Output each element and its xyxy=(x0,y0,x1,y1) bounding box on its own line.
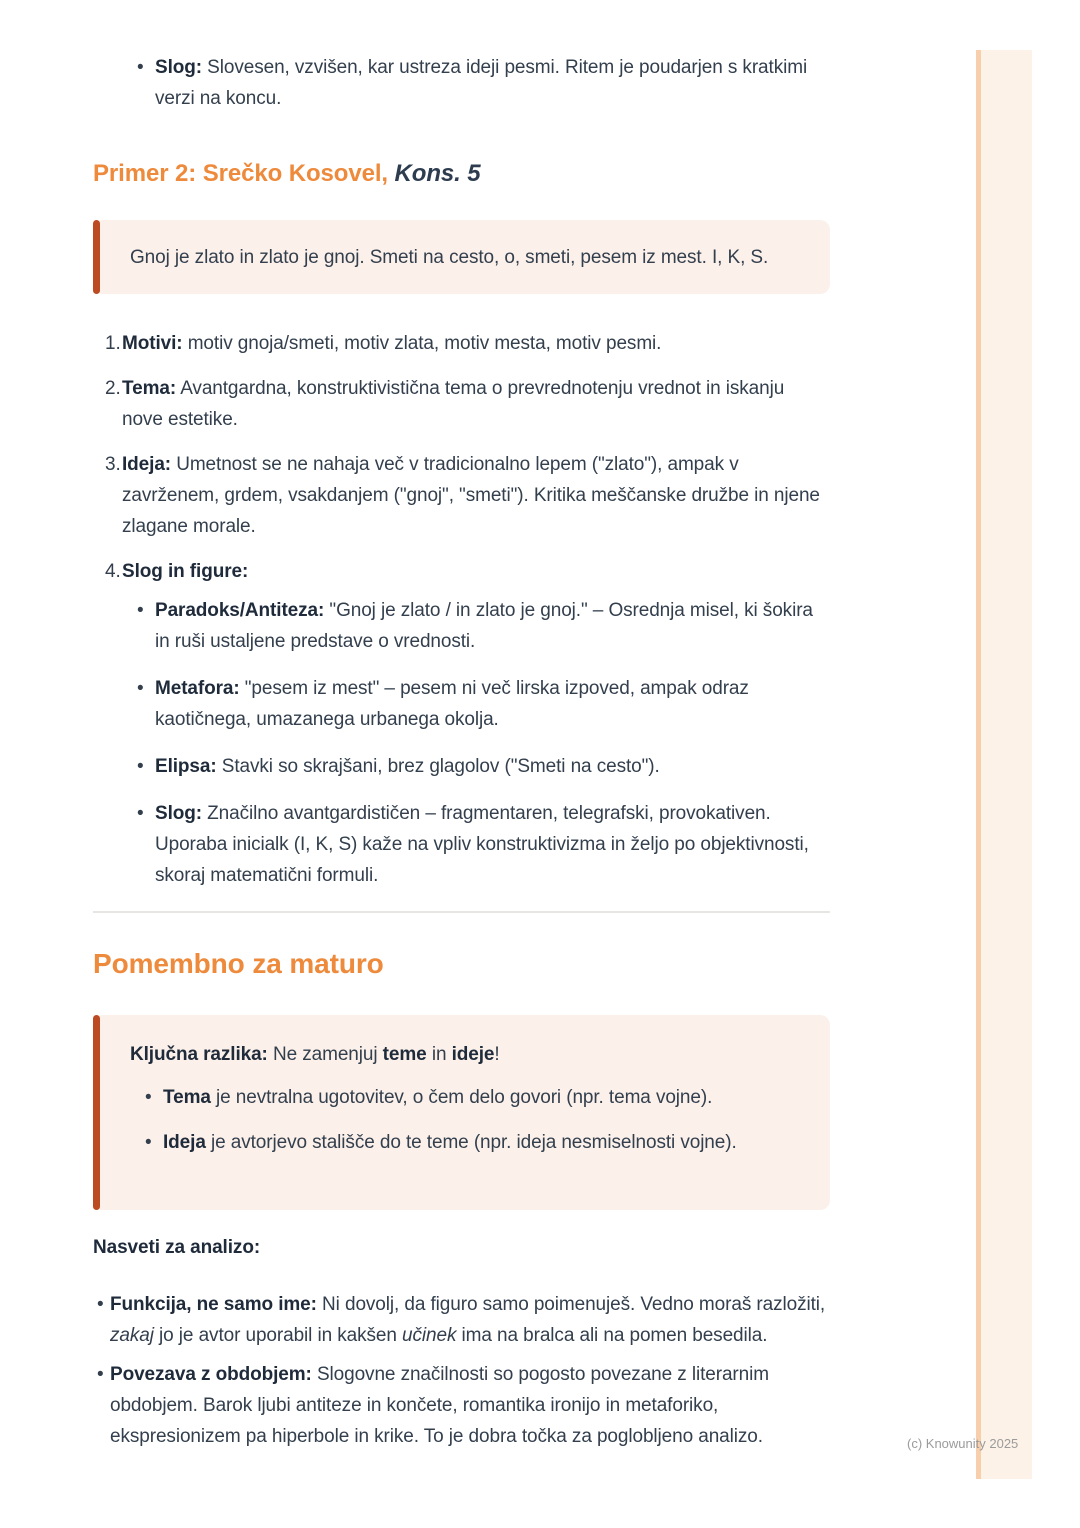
bullet-icon: • xyxy=(97,1364,104,1385)
bullet-icon: • xyxy=(145,1087,152,1108)
sub-item-text: Elipsa: Stavki so skrajšani, brez glagolov ("Smeti na cesto"). xyxy=(155,756,660,777)
key-difference-title: Ključna razlika: Ne zamenjuj teme in ideje! xyxy=(130,1044,500,1065)
page-edge-band-border xyxy=(976,50,981,1479)
sub-item-text: Paradoks/Antiteza: "Gnoj je zlato / in zlato je gnoj." – Osrednja misel, ki šokira in ruši ustaljene predstave o vrednosti. xyxy=(155,600,813,652)
item-text xyxy=(122,556,830,891)
section-heading-primer2 xyxy=(93,158,830,190)
sub-item-elipsa xyxy=(122,751,830,782)
item-text: Tema: Avantgardna, konstruktivistična tema o prevrednotenju vrednot in iskanju nove estetike. xyxy=(122,378,785,430)
item-text: Ideja: Umetnost se ne nahaja več v tradicionalno lepem ("zlato"), ampak v zavrženem, grdem, vsakdanjem ("gnoj", "smeti"). Kritika meščanske družbe in njene zlagane morale. xyxy=(122,454,820,537)
key-difference-box xyxy=(93,1015,830,1210)
list-item-text: Funkcija, ne samo ime: Ni dovolj, da figuro samo poimenuješ. Vedno moraš razložiti, zakaj jo je avtor uporabil in kakšen učinek ima na bralca ali na pomen besedila. xyxy=(110,1294,826,1346)
bullet-icon: • xyxy=(145,1132,152,1153)
sub-item-text: Slog: Značilno avantgardističen – fragmentaren, telegrafski, provokativen. Uporaba inicialk (I, K, S) kaže na vpliv konstruktivizma in željo po objektivnosti, skoraj matematični formuli. xyxy=(155,803,809,886)
advice-item-povezava xyxy=(93,1359,830,1452)
heading-italic-part: Kons. 5 xyxy=(387,160,481,187)
item-number: 3. xyxy=(105,454,121,475)
key-difference-bullet-list xyxy=(130,1082,800,1158)
figures-sub-list xyxy=(122,595,830,891)
page-content xyxy=(93,0,830,1452)
key-difference-item-tema xyxy=(130,1082,800,1113)
item-number: 4. xyxy=(105,561,121,582)
numbered-item-ideja xyxy=(93,449,830,542)
list-item-text: Ideja je avtorjevo stališče do te teme (npr. ideja nesmiselnosti vojne). xyxy=(163,1132,737,1153)
quote-text: Gnoj je zlato in zlato je gnoj. Smeti na cesto, o, smeti, pesem iz mest. I, K, S. xyxy=(130,247,769,268)
section-heading-matura: Pomembno za maturo xyxy=(93,948,384,979)
numbered-item-slog-in-figure xyxy=(93,556,830,891)
numbered-item-tema xyxy=(93,373,830,435)
list-item-text: Tema je nevtralna ugotovitev, o čem delo govori (npr. tema vojne). xyxy=(163,1087,713,1108)
list-item-text: Povezava z obdobjem: Slogovne značilnosti so pogosto povezane z literarnim obdobjem. Barok ljubi antiteze in končete, romantika ironijo in metaforiko, ekspresionizem pa hiperbole in krike. To je dobra točka za poglobljeno analizo. xyxy=(110,1364,769,1447)
sub-item-metafora xyxy=(122,673,830,735)
key-difference-item-ideja xyxy=(130,1127,800,1158)
bullet-icon: • xyxy=(137,756,144,777)
list-item-text: Slog: Slovesen, vzvišen, kar ustreza ideji pesmi. Ritem je poudarjen s kratkimi verzi na koncu. xyxy=(155,57,808,109)
bullet-icon: • xyxy=(137,600,144,621)
sub-item-text: Metafora: "pesem iz mest" – pesem ni več lirska izpoved, ampak odraz kaotičnega, umazanega urbanega okolja. xyxy=(155,678,749,730)
key-difference-box-accent-bar xyxy=(93,1015,100,1210)
copyright-footer: (c) Knowunity 2025 xyxy=(907,1436,1019,1451)
analysis-numbered-list xyxy=(93,328,830,891)
advice-bullet-list xyxy=(93,1289,830,1452)
intro-bullet-list xyxy=(93,0,830,114)
item-text: Motivi: motiv gnoja/smeti, motiv zlata, motiv mesta, motiv pesmi. xyxy=(122,333,662,354)
sub-item-paradoks xyxy=(122,595,830,657)
quote-box xyxy=(93,220,830,294)
bullet-icon: • xyxy=(137,678,144,699)
item-number: 1. xyxy=(105,333,121,354)
item-label: Slog in figure: xyxy=(122,561,249,582)
list-item xyxy=(93,52,830,114)
advice-item-funkcija xyxy=(93,1289,830,1351)
sub-item-slog xyxy=(122,798,830,891)
heading-orange-part: Primer 2: Srečko Kosovel, xyxy=(93,160,388,187)
bullet-icon: • xyxy=(97,1294,104,1315)
page-edge-band xyxy=(976,50,1032,1479)
section-divider xyxy=(93,911,830,913)
numbered-item-motivi xyxy=(93,328,830,359)
item-number: 2. xyxy=(105,378,121,399)
bullet-icon: • xyxy=(137,57,144,78)
advice-section-label: Nasveti za analizo: xyxy=(93,1237,261,1258)
quote-box-accent-bar xyxy=(93,220,100,294)
bullet-icon: • xyxy=(137,803,144,824)
